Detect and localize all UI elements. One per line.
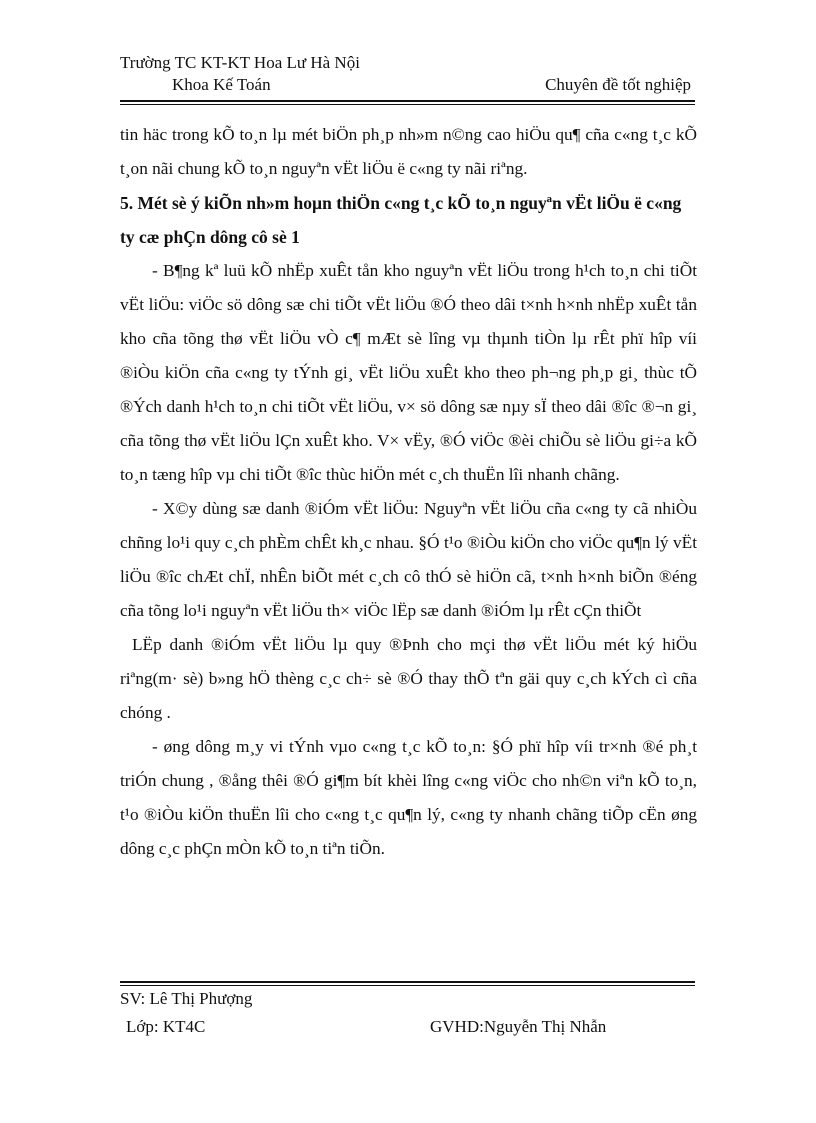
footer-row: [120, 1016, 695, 1042]
paragraph-inventory-ledger: - B¶ng kª luü kÕ nhËp xuÊt tån kho nguyªn vËt liÖu trong h¹ch to¸n chi tiÕt vËt liÖu: viÖc sö dông sæ chi tiÕt vËt liÖu ®Ó theo dâi t×nh h×nh nhËp xuÊt tån kho cña tõng thø vËt liÖu vÒ c¶ mÆt sè lîng vµ thµnh tiÒn lµ rÊt phï hîp víi ®iÒu kiÖn cña c«ng ty tÝnh gi¸ vËt liÖu xuÊt kho theo ph¬ng ph¸p gi¸ thùc tÕ ®Ých danh h¹ch to¸n chi tiÕt vËt liÖu, v× sö dông sæ nµy sÏ theo dâi ®îc ®¬n gi¸ cña tõng thø vËt liÖu lÇn xuÊt kho. V× vËy, ®Ó viÖc ®èi chiÕu sè liÖu gi÷a kÕ to¸n tæng hîp vµ chi tiÕt ®îc thùc hiÖn mét c¸ch thuËn lîi nhanh chãng.: [120, 261, 697, 484]
document-type: Chuyên đề tốt nghiệp: [545, 75, 691, 94]
document-body: [120, 118, 697, 866]
school-name: Trường TC KT-KT Hoa Lư Hà Nội: [120, 53, 360, 72]
paragraph-catalog-definition: LËp danh ®iÓm vËt liÖu lµ quy ®Þnh cho mçi thø vËt liÖu mét ký hiÖu riªng(m· sè) b»ng hÖ thèng c¸c ch÷ sè ®Ó thay thÕ tªn gäi quy c¸ch kÝch cì cña chóng .: [120, 635, 697, 722]
intro-paragraph: tin häc trong kÕ to¸n lµ mét biÖn ph¸p nh»m n©ng cao hiÖu qu¶ cña c«ng t¸c kÕ t¸on nãi chung kÕ to¸n nguyªn vËt liÖu ë c«ng ty nãi riªng.: [120, 125, 697, 178]
paragraph-computer-application: - øng dông m¸y vi tÝnh vµo c«ng t¸c kÕ to¸n: §Ó phï hîp víi tr×nh ®é ph¸t triÓn chung , ®ång thêi ®Ó gi¶m bít khèi lîng c«ng viÖc cho nh©n viªn kÕ to¸n, t¹o ®iÒu kiÖn thuËn lîi cho c«ng t¸c qu¶n lý, c«ng ty nhanh chãng tiÕp cËn øng dông c¸c phÇn mÒn kÕ to¸n tiªn tiÕn.: [120, 737, 697, 858]
department-name: Khoa Kế Toán: [172, 75, 271, 94]
section-heading: 5. Mét sè ý kiÕn nh»m hoµn thiÖn c«ng t¸c kÕ to¸n nguyªn vËt liÖu ë c«ng ty cæ phÇn dông cô sè 1: [120, 193, 682, 247]
footer-divider: [120, 981, 695, 986]
paragraph-material-catalog: - X©y dùng sæ danh ®iÓm vËt liÖu: Nguyªn vËt liÖu cña c«ng ty cã nhiÒu chñng lo¹i quy c¸ch phÈm chÊt kh¸c nhau. §Ó t¹o ®iÒu kiÖn cho viÖc qu¶n lý vËt liÖu ®îc chÆt chÏ, nhÊn biÕt mét c¸ch cô thÓ sè hiÖn cã, t×nh h×nh biÕn ®éng cña tõng lo¹i nguyªn vËt liÖu th× viÖc lËp sæ danh ®iÓm lµ rÊt cÇn thiÕt: [120, 499, 697, 620]
header-row: [120, 74, 695, 98]
student-name: SV: Lê Thị Phượng: [120, 989, 253, 1008]
advisor-name: GVHD:Nguyễn Thị Nhẫn: [430, 1017, 607, 1036]
class-name: Lớp: KT4C: [126, 1017, 206, 1036]
page-header: [120, 52, 695, 98]
header-divider: [120, 100, 695, 105]
page-footer: [120, 988, 695, 1042]
